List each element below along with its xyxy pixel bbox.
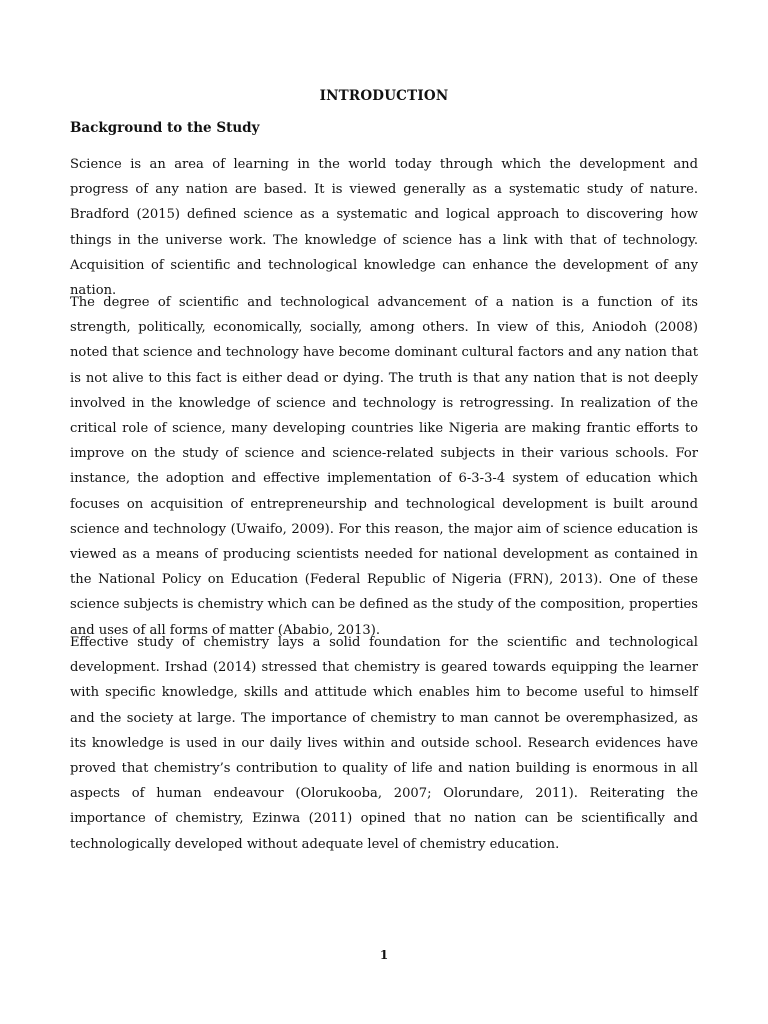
page-number: 1 <box>379 948 389 962</box>
paragraph-1: Science is an area of learning in the world today through which the development and progress of any nation are based. It is viewed generally as a systematic study of nature. Bradford (2015) defined science as a systematic and logical approach to discovering how things in the universe work. The knowledge of science has a link with that of technology. Acquisition of scientific and technological knowledge can enhance the development of any nation. <box>70 157 698 299</box>
section-title: Background to the Study <box>70 120 260 136</box>
paragraph-2: The degree of scientific and technological advancement of a nation is a function of its strength, politically, economically, socially, among others. In view of this, Aniodoh (2008) noted that science and technology have become dominant cultural factors and any nation that is not alive to this fact is either dead or dying. The truth is that any nation that is not deeply involved in the knowledge of science and technology is retrogressing. In realization of the critical role of science, many developing countries like Nigeria are making frantic efforts to improve on the study of science and science-related subjects in their various schools. For instance, the adoption and effective implementation of 6-3-3-4 system of education which focuses on acquisition of entrepreneurship and technological development is built around science and technology (Uwaifo, 2009). For this reason, the major aim of science education is viewed as a means of producing scientists needed for national development as contained in the National Policy on Education (Federal Republic of Nigeria (FRN), 2013). One of these science subjects is chemistry which can be defined as the study of the composition, properties and uses of all forms of matter (Ababio, 2013). <box>70 295 698 638</box>
page-heading: INTRODUCTION <box>319 88 449 104</box>
paragraph-3: Effective study of chemistry lays a solid foundation for the scientific and technological development. Irshad (2014) stressed that chemistry is geared towards equipping the learner with specific knowledge, skills and attitude which enables him to become useful to himself and the society at large. The importance of chemistry to man cannot be overemphasized, as its knowledge is used in our daily lives within and outside school. Research evidences have proved that chemistry’s contribution to quality of life and nation building is enormous in all aspects of human endeavour (Olorukooba, 2007; Olorundare, 2011). Reiterating the importance of chemistry, Ezinwa (2011) opined that no nation can be scientifically and technologically developed without adequate level of chemistry education. <box>70 635 698 852</box>
